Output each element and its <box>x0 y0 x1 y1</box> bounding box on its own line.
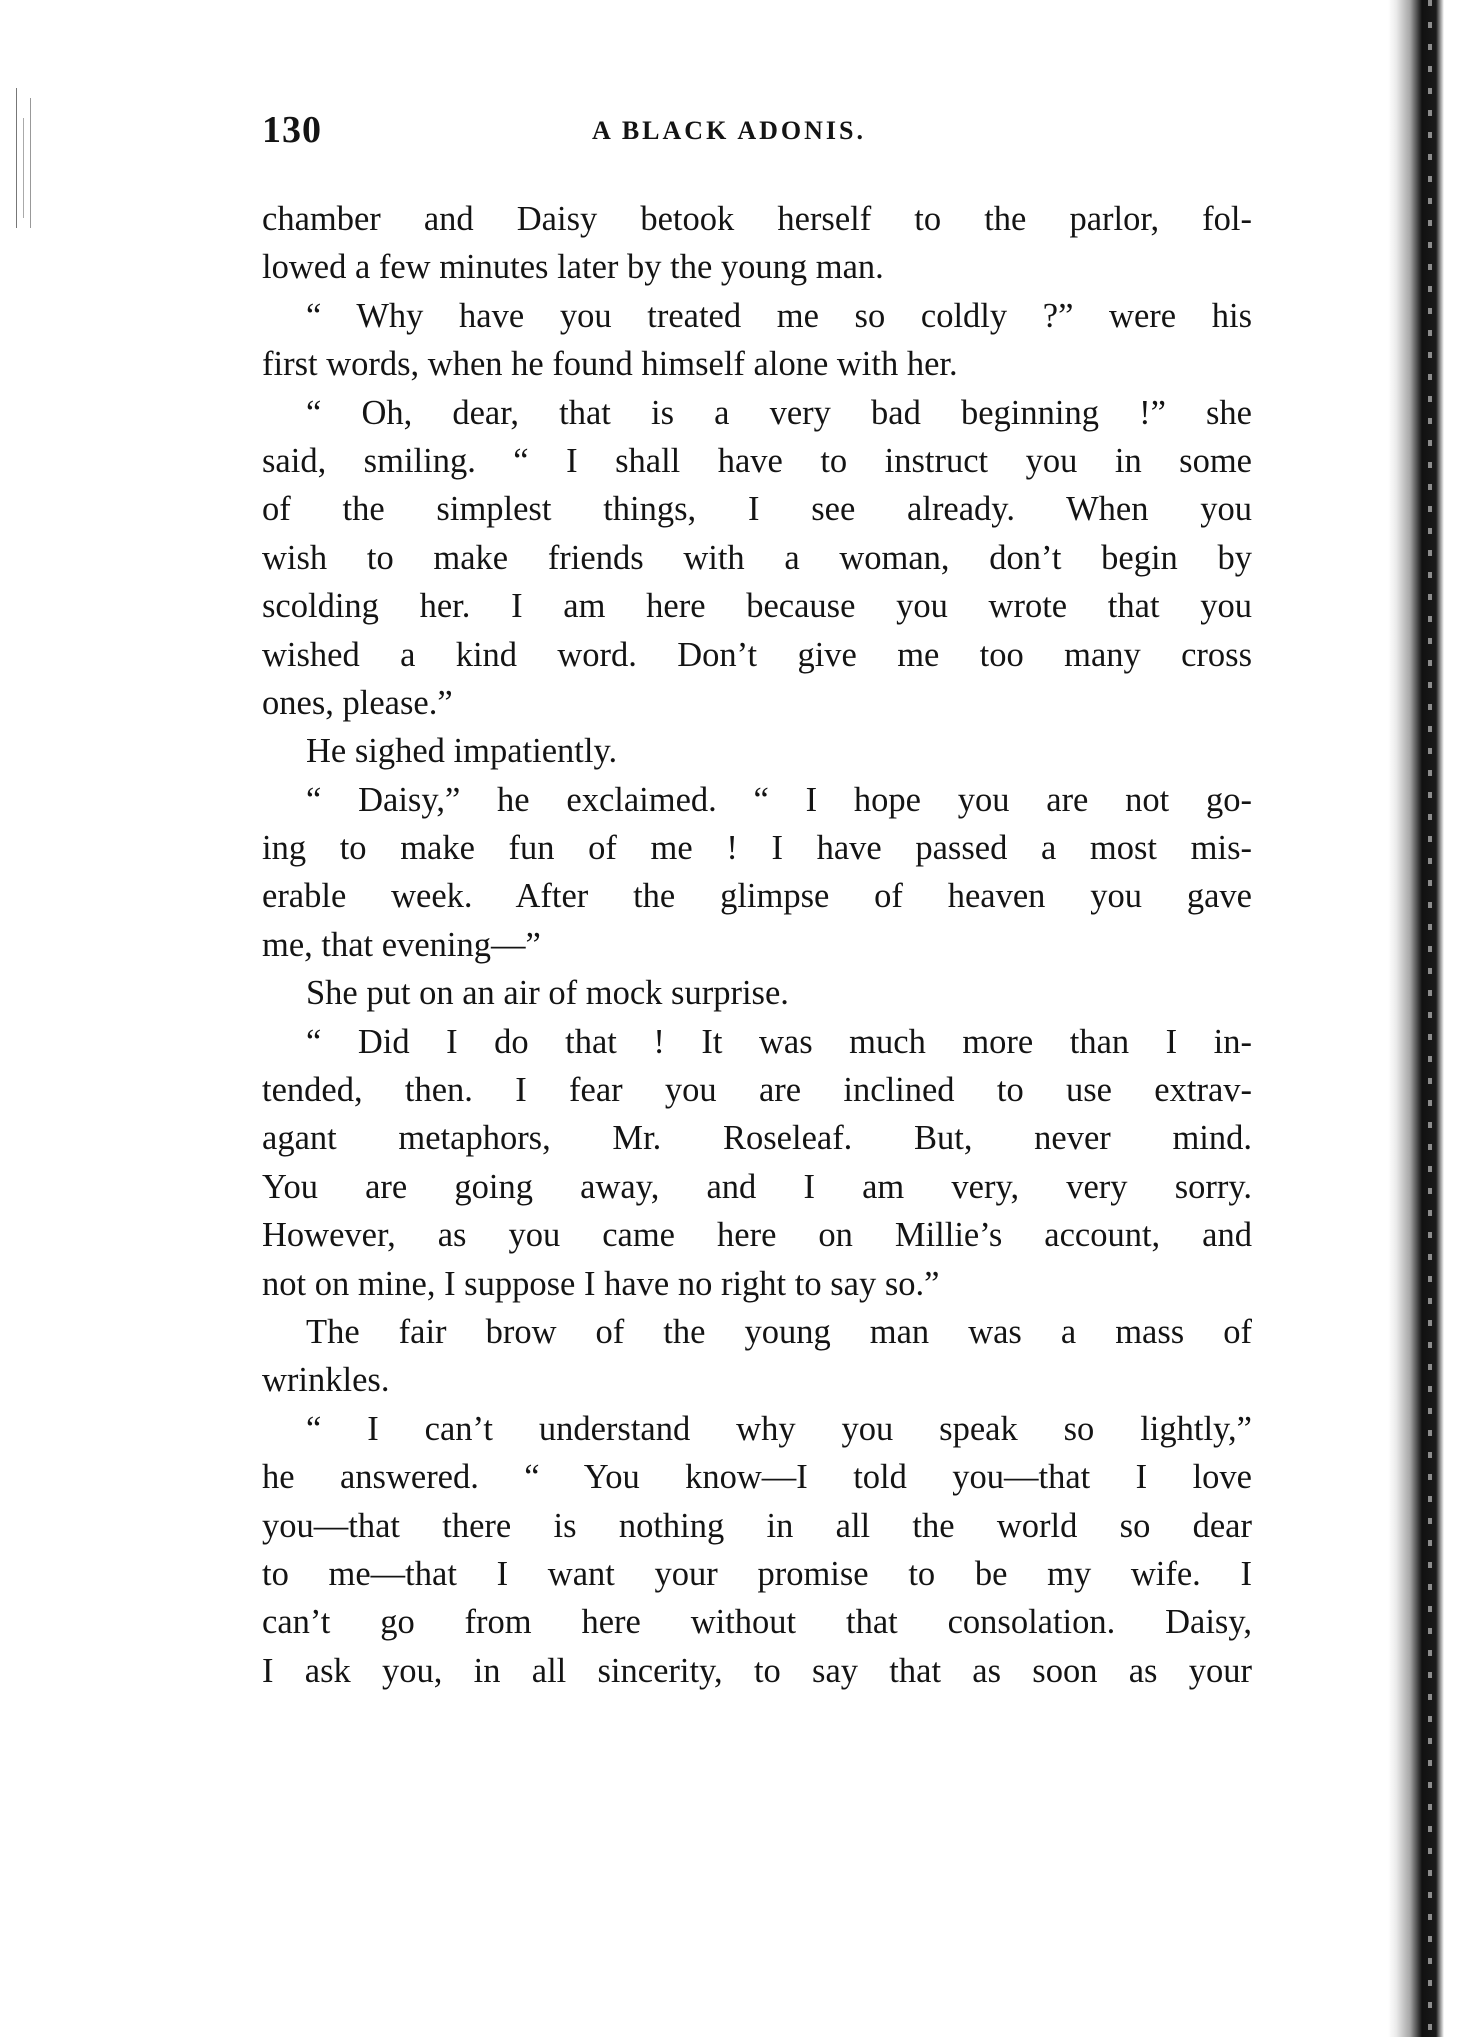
text-line: he answered. “ You know—I told you—that I love <box>262 1458 1252 1497</box>
text-line: “ Did I do that ! It was much more than I in- <box>306 1022 1252 1061</box>
text-line: not on mine, I suppose I have no right to say so.” <box>262 1264 940 1303</box>
text-line: first words, when he found himself alone with her. <box>262 345 958 384</box>
page-number: 130 <box>262 109 322 151</box>
text-line: said, smiling. “ I shall have to instruct you in some <box>262 441 1252 480</box>
text-line: However, as you came here on Millie’s account, and <box>262 1216 1252 1255</box>
text-line: I ask you, in all sincerity, to say that as soon as your <box>262 1651 1252 1690</box>
text-line: tended, then. I fear you are inclined to use extrav- <box>262 1071 1252 1110</box>
running-title: A BLACK ADONIS. <box>592 116 866 145</box>
text-line: She put on an air of mock surprise. <box>306 974 789 1013</box>
text-line: He sighed impatiently. <box>306 732 618 771</box>
text-line: you—that there is nothing in all the world so dear <box>262 1506 1252 1545</box>
body-text <box>262 195 1252 1695</box>
text-line: lowed a few minutes later by the young man. <box>262 248 884 287</box>
text-line: can’t go from here without that consolation. Daisy, <box>262 1603 1252 1642</box>
text-line: “ Oh, dear, that is a very bad beginning !” she <box>306 393 1252 432</box>
text-line: me, that evening—” <box>262 925 541 964</box>
text-line: “ Why have you treated me so coldly ?” were his <box>306 296 1252 335</box>
text-line: The fair brow of the young man was a mass of <box>306 1312 1252 1351</box>
text-line: chamber and Daisy betook herself to the parlor, fol- <box>262 200 1252 238</box>
binding-edge-shadow <box>1388 0 1458 2037</box>
text-line: “ Daisy,” he exclaimed. “ I hope you are not go- <box>306 780 1252 819</box>
text-line: of the simplest things, I see already. When you <box>262 490 1252 529</box>
text-line: ones, please.” <box>262 683 453 722</box>
scan-edge-marks <box>14 88 44 238</box>
text-line: wrinkles. <box>262 1361 390 1400</box>
text-line: wished a kind word. Don’t give me too many cross <box>262 635 1252 674</box>
text-line: erable week. After the glimpse of heaven you gave <box>262 877 1252 916</box>
text-line: to me—that I want your promise to be my wife. I <box>262 1554 1252 1593</box>
text-line: You are going away, and I am very, very sorry. <box>262 1167 1252 1206</box>
page-header <box>262 108 1252 158</box>
binding-edge-streak <box>1428 0 1432 2037</box>
text-line: agant metaphors, Mr. Roseleaf. But, never mind. <box>262 1119 1252 1158</box>
text-line: “ I can’t understand why you speak so lightly,” <box>306 1409 1252 1448</box>
text-line: wish to make friends with a woman, don’t begin by <box>262 538 1252 577</box>
text-line: ing to make fun of me ! I have passed a most mis- <box>262 829 1252 868</box>
text-line: scolding her. I am here because you wrote that you <box>262 587 1252 626</box>
